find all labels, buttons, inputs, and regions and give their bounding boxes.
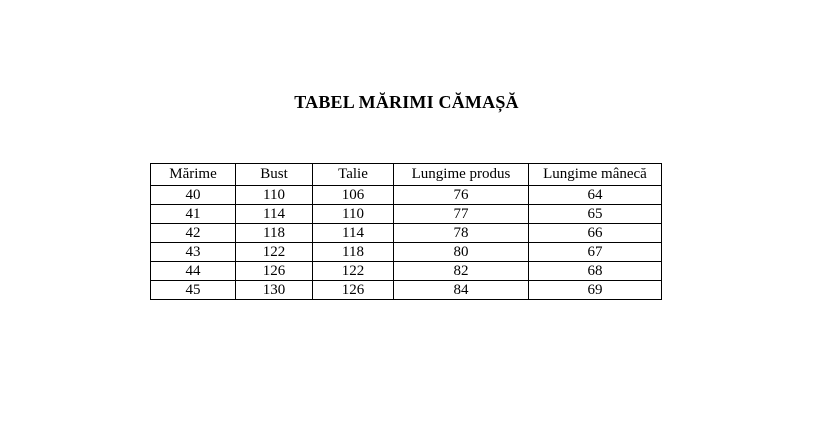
table-cell: 114 xyxy=(313,224,394,243)
page-title: TABEL MĂRIMI CĂMAȘĂ xyxy=(294,92,519,112)
table-cell: 110 xyxy=(236,186,313,205)
table-row xyxy=(151,281,662,300)
table-cell: 69 xyxy=(529,281,662,300)
size-table-container xyxy=(150,163,662,300)
table-row xyxy=(151,224,662,243)
table-cell: 122 xyxy=(313,262,394,281)
column-header: Lungime mânecă xyxy=(529,164,662,186)
table-cell: 77 xyxy=(394,205,529,224)
table-row xyxy=(151,243,662,262)
table-cell: 66 xyxy=(529,224,662,243)
size-table-header-row xyxy=(151,164,662,186)
column-header: Bust xyxy=(236,164,313,186)
column-header: Lungime produs xyxy=(394,164,529,186)
column-header: Talie xyxy=(313,164,394,186)
table-row xyxy=(151,186,662,205)
table-cell: 84 xyxy=(394,281,529,300)
table-cell: 41 xyxy=(151,205,236,224)
table-cell: 82 xyxy=(394,262,529,281)
table-cell: 42 xyxy=(151,224,236,243)
table-cell: 106 xyxy=(313,186,394,205)
table-cell: 126 xyxy=(313,281,394,300)
table-cell: 44 xyxy=(151,262,236,281)
table-cell: 40 xyxy=(151,186,236,205)
table-row xyxy=(151,262,662,281)
size-table-body xyxy=(151,186,662,300)
table-cell: 130 xyxy=(236,281,313,300)
table-cell: 45 xyxy=(151,281,236,300)
table-cell: 110 xyxy=(313,205,394,224)
table-cell: 68 xyxy=(529,262,662,281)
table-cell: 67 xyxy=(529,243,662,262)
table-cell: 65 xyxy=(529,205,662,224)
table-cell: 64 xyxy=(529,186,662,205)
table-cell: 118 xyxy=(313,243,394,262)
table-cell: 76 xyxy=(394,186,529,205)
table-cell: 122 xyxy=(236,243,313,262)
column-header: Mărime xyxy=(151,164,236,186)
table-cell: 43 xyxy=(151,243,236,262)
table-cell: 114 xyxy=(236,205,313,224)
table-cell: 118 xyxy=(236,224,313,243)
table-cell: 80 xyxy=(394,243,529,262)
table-row xyxy=(151,205,662,224)
size-table xyxy=(150,163,662,300)
table-cell: 126 xyxy=(236,262,313,281)
table-cell: 78 xyxy=(394,224,529,243)
